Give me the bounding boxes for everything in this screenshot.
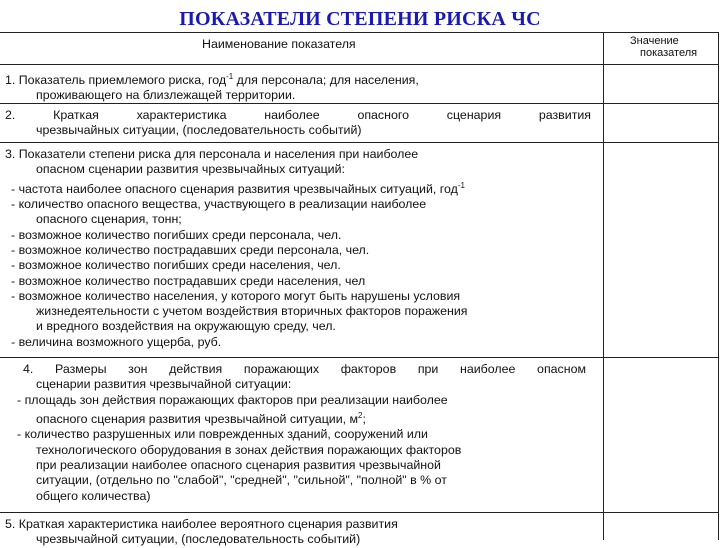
indicator-4 [5,362,586,504]
cell-line: - возможное количество погибших среди населения, чел. [11,258,341,273]
column-divider [718,32,719,540]
column-header-value-line: Значение [630,35,679,47]
cell-line: - возможное количество населения, у которого могут быть нарушены условия [11,288,461,303]
cell-line: проживающего на близлежащей территории. [36,88,296,103]
cell-line: сценарии развития чрезвычайной ситуации: [36,377,292,392]
cell-line: жизнедеятельности с учетом воздействия вторичных факторов поражения [36,304,468,319]
superscript: -1 [457,180,465,190]
indicator-5 [5,517,398,548]
indicator-1 [5,69,419,104]
superscript: 2 [358,410,363,420]
cell-line: технологического оборудования в зонах действия поражающих факторов [36,442,462,457]
cell-line: опасного сценария, тонн; [36,212,182,227]
cell-text: 4. Размеры зон действия поражающих факторов при наиболее опасном [23,362,586,376]
cell-line: ситуации, (отдельно по "слабой", "средней", "сильной", "полной" в % от [36,473,447,488]
cell-line: - количество опасного вещества, участвующего в реализации наиболее [11,197,427,212]
cell-line: 2. Краткая характеристика наиболее опасного сценария развития [5,108,591,122]
cell-line: - величина возможного ущерба, руб. [11,334,222,349]
cell-text: - частота наиболее опасного сценария развития чрезвычайных ситуаций, год [11,181,458,196]
cell-text: 1. Показатель приемлемого риска, год [5,73,227,88]
column-header-value-line: показателя [640,47,698,59]
cell-line: чрезвычайной ситуации, (последовательность событий) [36,532,361,547]
cell-text: ; [362,412,366,427]
cell-line: опасном сценарии развития чрезвычайных ситуаций: [36,162,345,177]
superscript: -1 [226,72,234,81]
cell-line: и вредного воздействия на окружающую среду, чел. [36,319,336,334]
indicator-2 [5,108,591,139]
cell-line [5,178,468,197]
cell-line: - площадь зон действия поражающих факторов при реализации наиболее [17,392,448,407]
column-header-name: Наименование показателя [202,37,356,51]
cell-line [5,362,586,377]
page-title: ПОКАЗАТЕЛИ СТЕПЕНИ РИСКА ЧС [179,8,541,30]
column-header-value [630,35,697,59]
cell-line: общего количества) [36,488,151,503]
cell-line: 5. Краткая характеристика наиболее вероятного сценария развития [5,517,398,531]
table-header-row [0,32,718,65]
cell-line: при реализации наиболее опасного сценария развития чрезвычайной [36,457,441,472]
cell-line: - возможное количество пострадавших среди персонала, чел. [11,242,370,257]
column-divider [603,32,604,540]
cell-line: - возможное количество пострадавших среди населения, чел [11,273,366,288]
cell-line: - возможное количество погибших среди персонала, чел. [11,227,342,242]
cell-line: 3. Показатели степени риска для персонала и населения при наиболее [5,147,419,161]
indicator-3 [5,147,468,350]
cell-line [5,408,586,427]
cell-line [5,69,419,88]
cell-line: - количество разрушенных или поврежденных зданий, сооружений или [17,427,428,442]
cell-line: чрезвычайных ситуации, (последовательность событий) [36,123,362,138]
cell-text: опасного сценария развития чрезвычайной ситуации, м [36,412,359,427]
cell-text: для персонала; для населения, [233,73,419,88]
